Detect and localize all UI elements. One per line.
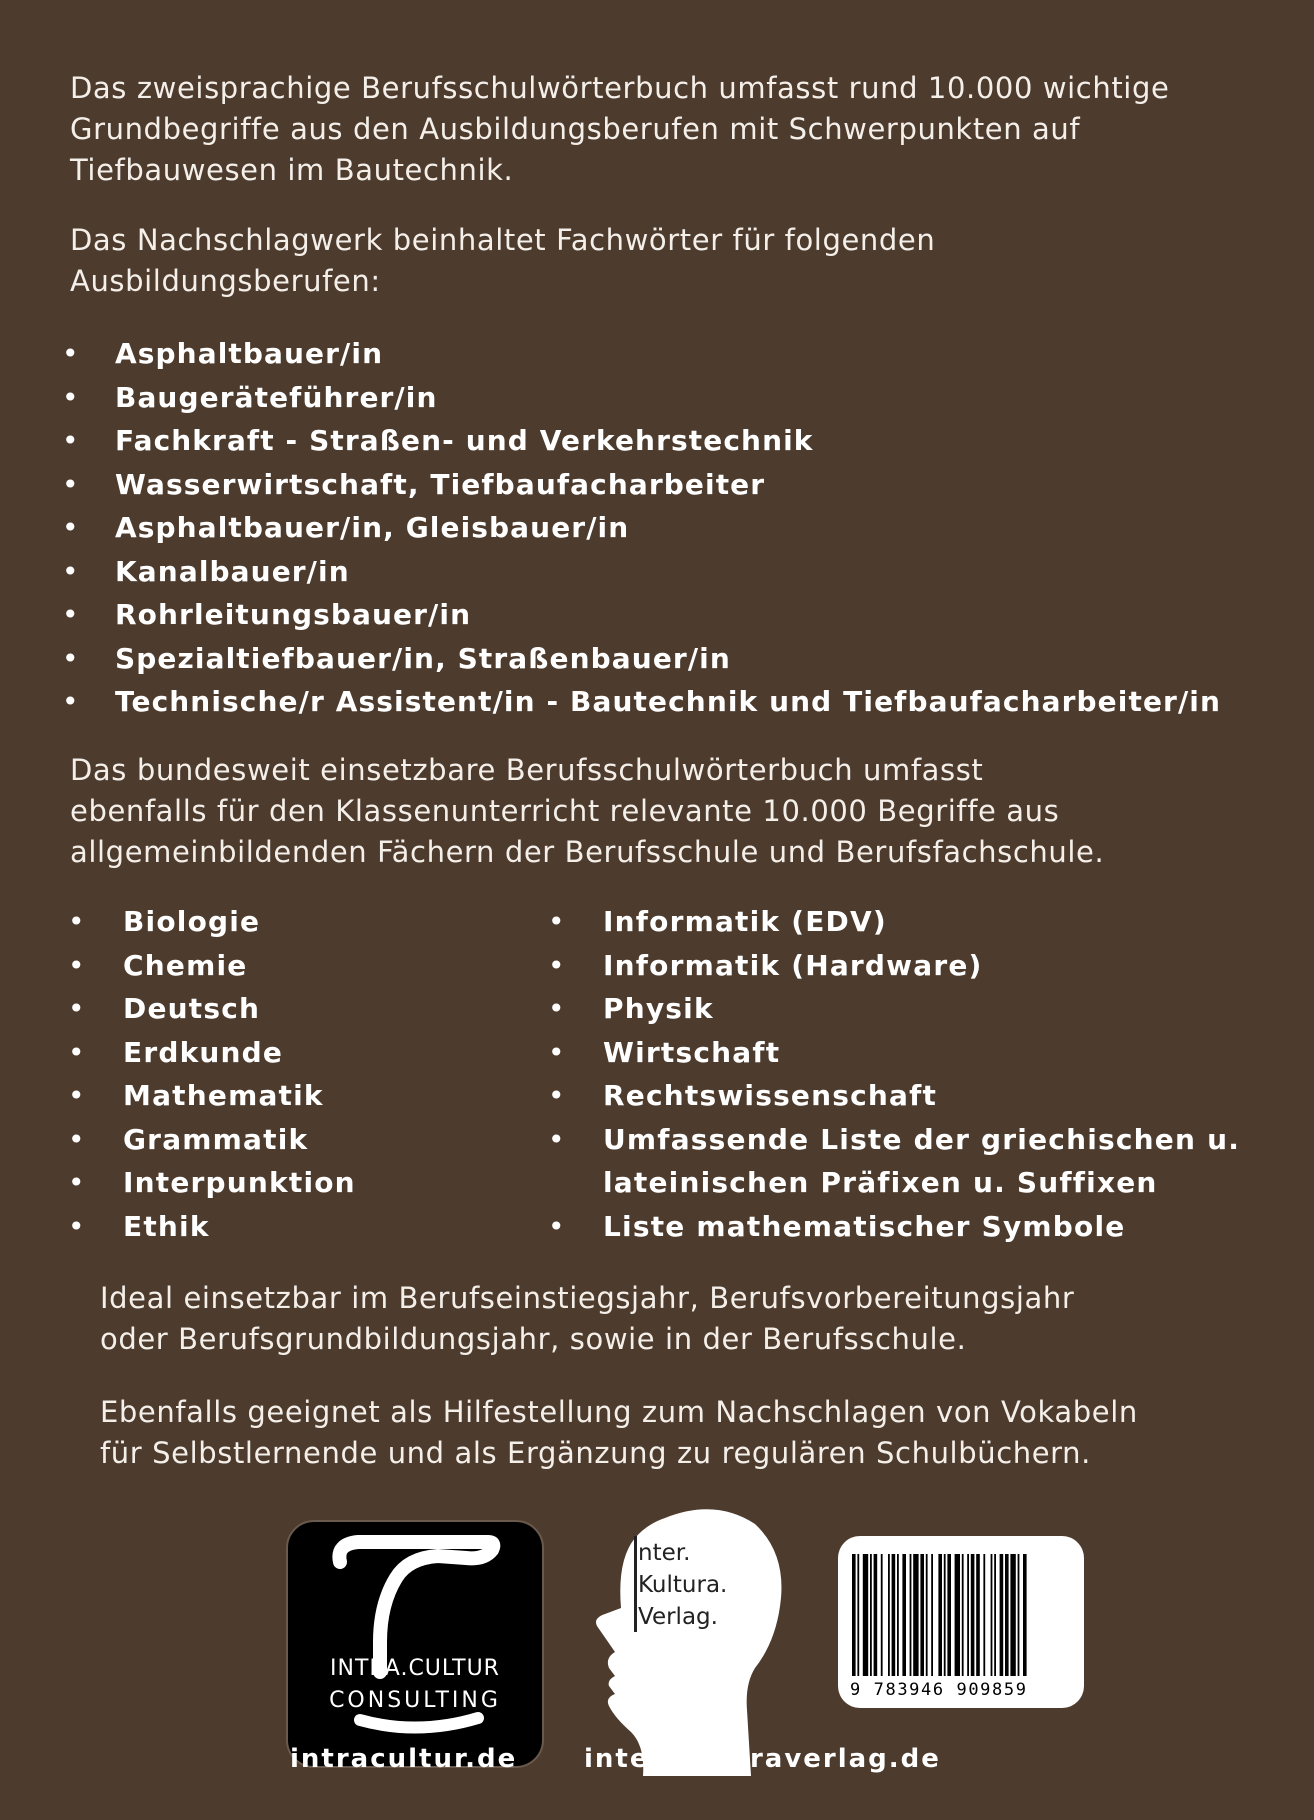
subject-item: • Mathematik [68,1074,356,1118]
barcode-bar [1023,1554,1027,1676]
barcode-bar [955,1554,960,1676]
barcode-bar [852,1554,856,1676]
barcode-bar [870,1554,872,1676]
job-item: • Technische/r Assistent/in - Bautechnik und Tiefbaufacharbeiter/in [62,680,1221,724]
subject-item: • Wirtschaft [548,1031,1240,1075]
subject-item: • Ethik [68,1205,356,1249]
job-item: • Fachkraft - Straßen- und Verkehrstechnik [62,419,1221,463]
barcode-bar [874,1554,878,1676]
barcode-bar [967,1554,969,1676]
barcode-bar [976,1554,980,1676]
intro-line: Grundbegriffe aus den Ausbildungsberufen mit Schwerpunkten auf [70,112,1081,146]
intra-cultur-logo-icon [288,1522,542,1766]
barcode-bar [983,1554,985,1676]
subjects-intro-paragraph [70,750,1104,873]
barcode-bar [994,1554,996,1676]
barcode-bar [897,1554,899,1676]
subject-item: • Interpunktion [68,1161,356,1205]
barcode-bar [931,1554,933,1676]
subject-item-continuation: lateinischen Präfixen u. Suffixen [603,1166,1158,1199]
barcode-bar [902,1554,906,1676]
barcode-bar [1010,1554,1015,1676]
subject-item: • Umfassende Liste der griechischen u. [548,1118,1240,1162]
subjects-intro-line: allgemeinbildenden Fächern der Berufsschule und Berufsfachschule. [70,835,1105,869]
barcode-bar [926,1554,928,1676]
subject-item: • Erdkunde [68,1031,356,1075]
subject-item: • Informatik (Hardware) [548,944,1240,988]
barcode-bar [1018,1554,1020,1676]
intracultur-url[interactable]: intracultur.de [290,1744,518,1774]
intra-logo-line2: CONSULTING [329,1688,501,1713]
intra-cultur-logo [286,1520,544,1768]
head-logo-line2: Kultura. [638,1572,728,1598]
barcode-bar [913,1554,918,1676]
interkulturaverlag-url[interactable]: interkulturaverlag.de [584,1744,941,1774]
subject-item: • Physik [548,987,1240,1031]
subject-item: • Liste mathematischer Symbole [548,1205,1240,1249]
job-item: • Asphaltbauer/in, Gleisbauer/in [62,506,1221,550]
jobs-intro-line: Ausbildungsberufen: [70,264,381,298]
subject-item: • Deutsch [68,987,356,1031]
subject-item: • Informatik (EDV) [548,900,1240,944]
barcode-bar [944,1554,946,1676]
barcode-bar [938,1554,942,1676]
subjects-intro-line: ebenfalls für den Klassenunterricht relevante 10.000 Begriffe aus [70,794,1060,828]
inter-kultura-verlag-logo [595,1500,785,1780]
job-item: • Rohrleitungsbauer/in [62,593,1221,637]
jobs-intro-line: Das Nachschlagwerk beinhaltet Fachwörter für folgenden [70,223,936,257]
barcode-bar [991,1554,993,1676]
job-item: • Baugeräteführer/in [62,376,1221,420]
barcode-bar [920,1554,924,1676]
isbn-barcode [838,1536,1084,1708]
ideal-paragraph [100,1278,1074,1360]
job-item: • Wasserwirtschaft, Tiefbaufacharbeiter [62,463,1221,507]
barcode-bar [1000,1554,1004,1676]
barcode-bar [962,1554,964,1676]
head-logo-line3: Verlag. [638,1604,718,1630]
barcode-bar [881,1554,883,1676]
subject-item: • Biologie [68,900,356,944]
also-line: für Selbstlernende und als Ergänzung zu regulären Schulbüchern. [100,1436,1091,1470]
ideal-line: oder Berufsgrundbildungsjahr, sowie in der Berufsschule. [100,1322,967,1356]
barcode-bar [888,1554,890,1676]
subject-item: • Grammatik [68,1118,356,1162]
intro-line: Tiefbauwesen im Bautechnik. [70,153,514,187]
ideal-line: Ideal einsetzbar im Berufseinstiegsjahr, Berufsvorbereitungsjahr [100,1281,1075,1315]
jobs-list [62,332,1221,724]
intra-logo-line1: INTRA.CULTUR [330,1656,500,1681]
subject-item: • Rechtswissenschaft [548,1074,1240,1118]
barcode-digits: 9 783946 909859 [850,1680,1028,1700]
job-item: • Asphaltbauer/in [62,332,1221,376]
barcode-bar [857,1554,859,1676]
also-line: Ebenfalls geeignet als Hilfestellung zum Nachschlagen von Vokabeln [100,1395,1138,1429]
job-item: • Spezialtiefbauer/in, Straßenbauer/in [62,637,1221,681]
subjects-intro-line: Das bundesweit einsetzbare Berufsschulwörterbuch umfasst [70,753,984,787]
barcode-bar [1005,1554,1009,1676]
barcode-bar [910,1554,912,1676]
subjects-left-list [68,900,356,1248]
jobs-intro-paragraph [70,220,935,302]
barcode-bar [892,1554,896,1676]
intro-paragraph [70,68,1169,191]
intro-line: Das zweisprachige Berufsschulwörterbuch umfasst rund 10.000 wichtige [70,71,1170,105]
subjects-right-list [548,900,1240,1248]
barcode-bar [971,1554,975,1676]
barcode-bar [947,1554,951,1676]
barcode-bar [863,1554,868,1676]
head-logo-line1: nter. [638,1540,691,1566]
also-paragraph [100,1392,1138,1474]
subject-item: • Chemie [68,944,356,988]
job-item: • Kanalbauer/in [62,550,1221,594]
